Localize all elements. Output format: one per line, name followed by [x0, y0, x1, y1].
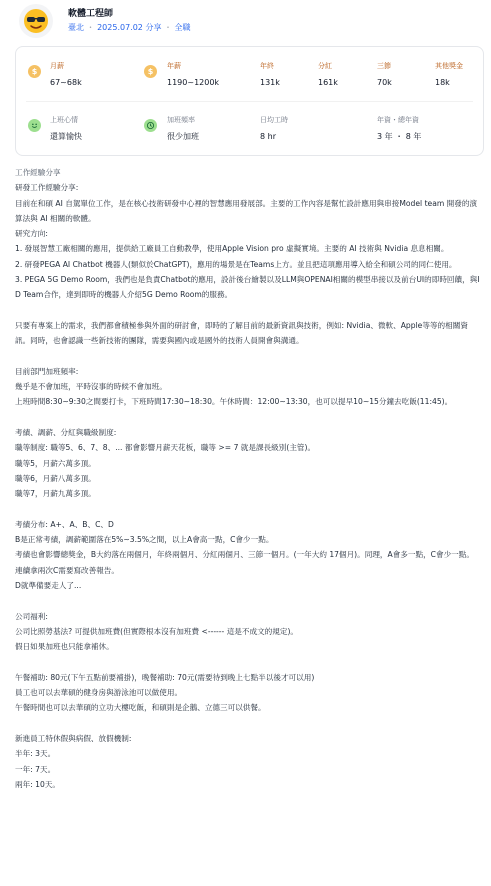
- content-paragraph: [15, 502, 483, 517]
- content-paragraph: 職等7，月薪九萬多頂。: [15, 489, 96, 499]
- content-paragraph: 公司比照勞基法? 可提供加班費(但實際根本沒有加班費 <------ 這是不成文的規定)。: [15, 626, 298, 636]
- stat-overtime-frequency: [167, 109, 199, 147]
- content-paragraph: [15, 410, 483, 425]
- stat-festival-bonus: [377, 55, 392, 93]
- stat-value: 還算愉快: [50, 132, 82, 141]
- content-paragraph: 2. 研發PEGA AI Chatbot 機器人(類似於ChatGPT)，應用的場景是在Teams上方。並且把這項應用導入給全和碩公司的同仁使用。: [15, 259, 457, 269]
- content-paragraph: 目前部門加班頻率:: [15, 366, 79, 376]
- employment-type: 全職: [174, 23, 191, 32]
- stat-label: 日均工時: [260, 116, 288, 124]
- stat-year-end-bonus: [260, 55, 280, 93]
- post-header: [19, 4, 191, 38]
- sunglasses-face-icon: [21, 6, 51, 36]
- stat-work-mood: [50, 109, 82, 147]
- content-paragraph: 上班時間8:30~9:30之間要打卡，下班時間17:30~18:30。午休時間：12:00~13:30，也可以提早10~15分鐘去吃飯(11:45)。: [15, 397, 453, 407]
- stat-seniority: [377, 109, 421, 147]
- stat-label: 三節: [377, 62, 391, 70]
- card-divider: [26, 101, 473, 102]
- content-paragraph: 半年: 3天。: [15, 749, 56, 759]
- post-date: 2025.07.02 分享: [97, 23, 162, 32]
- stat-label: 年薪: [167, 62, 181, 70]
- experience-content: [15, 165, 483, 792]
- salary-row: [16, 55, 483, 93]
- dollar-coin-icon: $: [144, 65, 157, 78]
- stat-value: 70k: [377, 78, 392, 87]
- stat-label: 年終: [260, 62, 274, 70]
- content-paragraph: 研發工作經驗分享:: [15, 183, 79, 193]
- section-title: 工作經驗分享: [15, 168, 61, 177]
- content-paragraph: 公司福利:: [15, 611, 48, 621]
- stat-annual-salary: [167, 55, 219, 93]
- content-paragraph: 連續拿兩次C需要寫改善報告。: [15, 565, 120, 575]
- stat-value: 18k: [435, 78, 450, 87]
- dollar-coin-icon: $: [28, 65, 41, 78]
- stat-value: 3 年 ・ 8 年: [377, 132, 422, 141]
- stat-monthly-salary: [50, 55, 82, 93]
- stat-label: 加班頻率: [167, 116, 195, 124]
- stat-value: 8 hr: [260, 132, 276, 141]
- content-paragraph: B是正常考績，調薪範圍落在5%~3.5%之間，以上A會高一點，C會少一點。: [15, 535, 274, 545]
- content-paragraph: 只要有專案上的需求，我們都會積極參與外面的研討會，即時的了解目前的最新資訊與技術，例如: Nvidia、微軟、Apple等等的相關資訊。同時，也會認識一些新技術的團隊，需要與國內或是國外的技術人員開會與溝通。: [15, 320, 468, 346]
- stat-value: 161k: [318, 78, 338, 87]
- content-paragraph: [15, 716, 483, 731]
- stat-label: 分紅: [318, 62, 332, 70]
- stat-value: 很少加班: [167, 132, 199, 141]
- content-paragraph: [15, 303, 483, 318]
- meta-separator: ・: [164, 23, 172, 32]
- content-paragraph: 職等5，月薪六萬多頂。: [15, 458, 96, 468]
- work-row: [16, 109, 483, 147]
- content-paragraph: 考績、調薪、分紅與職級制度:: [15, 428, 117, 438]
- content-paragraph: 假日如果加班也只能拿補休。: [15, 642, 114, 652]
- meta-separator: ・: [86, 23, 95, 32]
- clock-icon: [144, 119, 157, 132]
- content-paragraph: [15, 593, 483, 608]
- stat-value: 131k: [260, 78, 280, 87]
- content-paragraph: 考績分布: A+、A、B、C、D: [15, 519, 114, 529]
- content-paragraph: 員工也可以去華碩的健身房與游泳池可以做使用。: [15, 688, 183, 698]
- content-paragraph: 目前在和碩 AI 自駕單位工作，是在核心技術研發中心裡的智慧應用發展部。主要的工作內容是幫忙設計應用與串接Model team 開發的演算法與 AI 相關的軟體。: [15, 198, 478, 223]
- salary-card: [15, 46, 484, 156]
- content-paragraph: 兩年: 10天。: [15, 779, 61, 789]
- stat-label: 其他獎金: [435, 62, 463, 70]
- location-link[interactable]: 臺北: [68, 23, 84, 32]
- smiley-face-icon: [28, 119, 41, 132]
- content-paragraph: 午餐時間也可以去華碩的立功大樓吃飯，和碩則是企鵝、立德三可以供餐。: [15, 703, 266, 713]
- stat-profit-sharing: [318, 55, 338, 93]
- content-paragraph: [15, 349, 483, 364]
- content-paragraph: 1. 發展智慧工廠相關的應用，提供給工廠員工自動教學，使用Apple Vision pro 虛擬實境。主要的 AI 技術與 Nvidia 息息相關。: [15, 244, 449, 254]
- content-paragraph: 職等6，月薪八萬多頂。: [15, 473, 96, 483]
- content-paragraph: 午餐補助: 80元(下午五點前要補掛)，晚餐補助: 70元(需要待到晚上七點半以後才可以用): [15, 672, 315, 682]
- content-paragraph: 考績也會影響總獎金，B大約落在兩個月，年終兩個月、分紅兩個月、三節一個月。(一年大約 17個月)。同理，A會多一點，C會少一點。: [15, 550, 474, 560]
- content-paragraph: 一年: 7天。: [15, 764, 56, 774]
- stat-value: 67~68k: [50, 78, 82, 87]
- stat-label: 月薪: [50, 62, 64, 70]
- avatar[interactable]: [19, 4, 53, 38]
- stat-value: 1190~1200k: [167, 78, 220, 87]
- content-paragraph: 研究方向:: [15, 229, 48, 239]
- stat-label: 上班心情: [50, 116, 78, 124]
- stat-label: 年資・總年資: [377, 116, 419, 124]
- content-paragraph: 幾乎是不會加班，平時沒事的時候不會加班。: [15, 382, 167, 392]
- stat-other-bonus: [435, 55, 463, 93]
- stat-daily-hours: [260, 109, 288, 147]
- content-paragraph: 3. PEGA 5G Demo Room，我們也是負責Chatbot的應用，設計後台繪製以及LLM與OPENAI相關的模型串接以及前台UI的即時回饋，與ID Team合作，達到即時的機器人介紹5G Demo Room的服務。: [15, 275, 480, 300]
- content-paragraph: D就準備要走人了...: [15, 581, 82, 591]
- author-title: 軟體工程師: [68, 9, 114, 19]
- content-paragraph: 新進員工特休假與病假、放假機制:: [15, 733, 132, 743]
- content-paragraph: 職等制度: 職等5、6、7、8、... 都會影響月薪天花板，職等 >= 7 就是課長級別(主管)。: [15, 443, 316, 453]
- post-meta: [68, 22, 191, 34]
- content-paragraph: [15, 655, 483, 670]
